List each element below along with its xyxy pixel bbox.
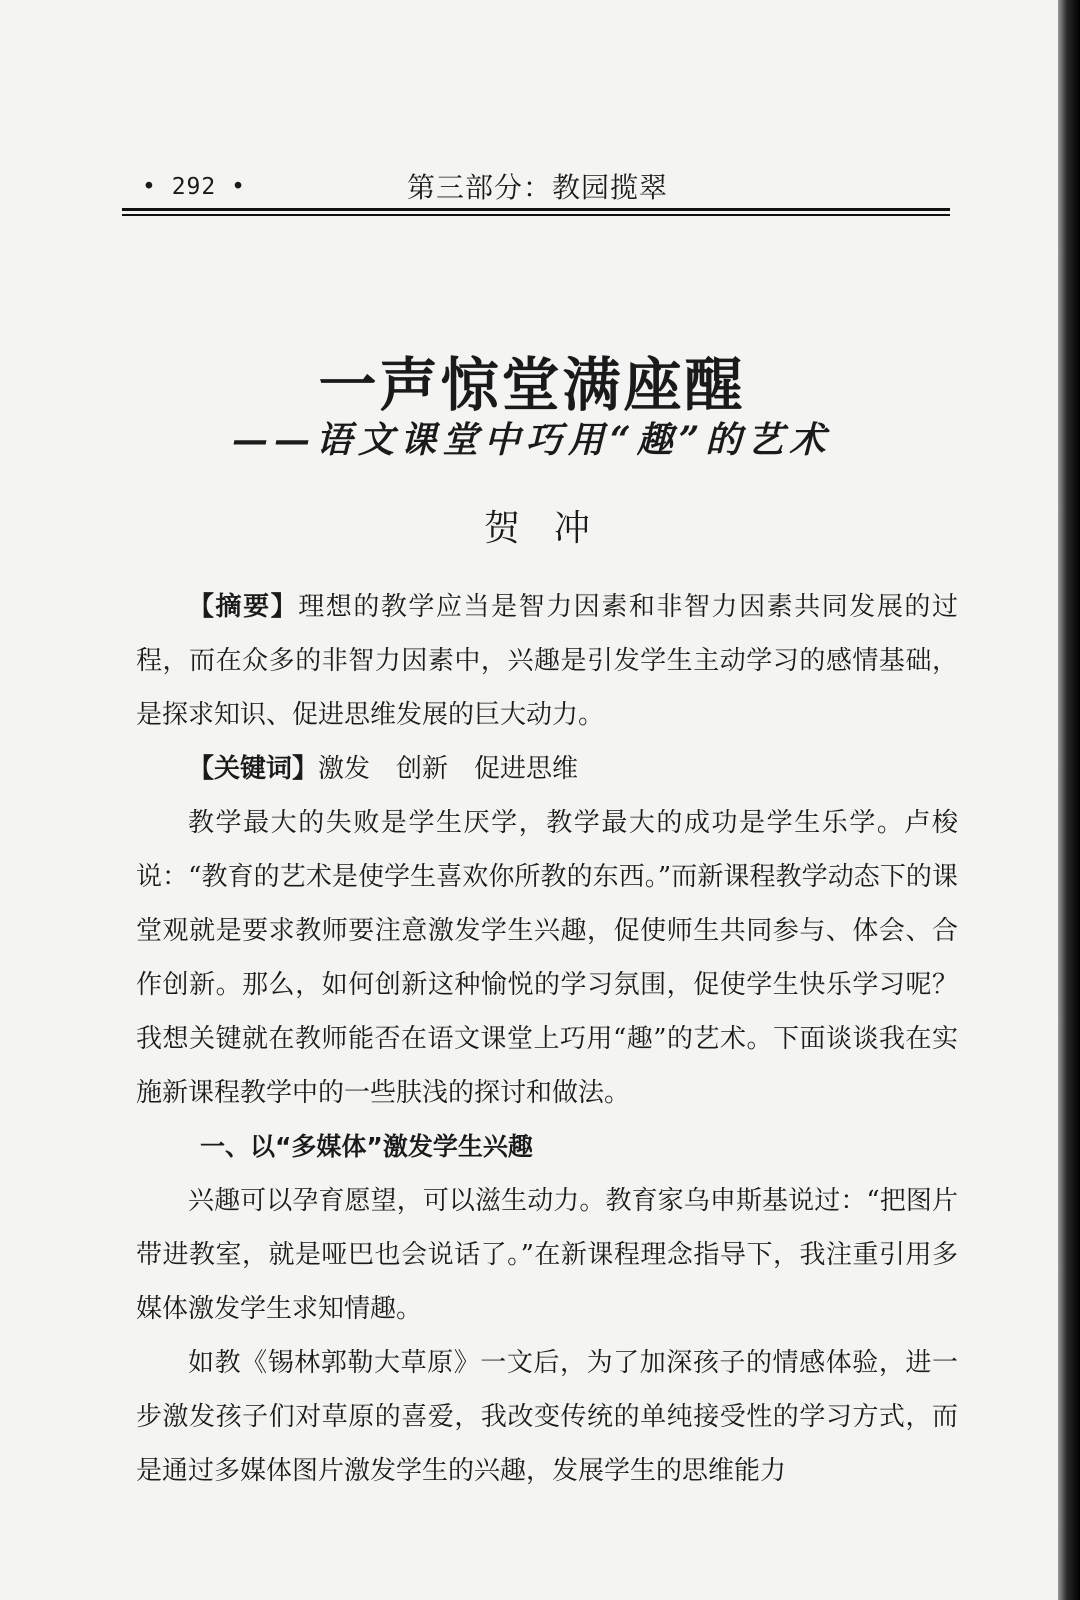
scan-edge (1058, 0, 1080, 1600)
section-paragraph: 如教《锡林郭勒大草原》一文后，为了加深孩子的情感体验，进一步激发孩子们对草原的喜爱，我改变传统的单纯接受性的学习方式，而是通过多媒体图片激发学生的兴趣，发展学生的思维能力 (136, 1348, 958, 1486)
section-heading: 一、以“多媒体”激发学生兴趣 (200, 1132, 533, 1161)
section-paragraph: 兴趣可以孕育愿望，可以滋生动力。教育家乌申斯基说过：“把图片带进教室，就是哑巴也会说话了。”在新课程理念指导下，我注重引用多媒体激发学生求知情趣。 (136, 1186, 958, 1324)
page-header (122, 162, 950, 210)
article-title: 一声惊堂满座醒 (318, 351, 746, 419)
abstract-label: 【摘要】 (188, 592, 299, 622)
keywords-label: 【关键词】 (188, 754, 319, 784)
page-number: • 292 • (142, 174, 246, 200)
header-rule-thick (122, 208, 950, 211)
article-author: 贺冲 (483, 508, 624, 549)
keyword-item: 激发 (318, 754, 371, 784)
abstract-paragraph (136, 580, 958, 742)
article-body (136, 580, 958, 1498)
header-rule-thin (122, 214, 950, 216)
article-subtitle: ——语文课堂中巧用“趣”的艺术 (232, 419, 832, 461)
abstract-text: 理想的教学应当是智力因素和非智力因素共同发展的过程，而在众多的非智力因素中，兴趣是引发学生主动学习的感情基础，是探求知识、促进思维发展的巨大动力。 (136, 592, 958, 730)
section-title: 第三部分：教园揽翠 (407, 171, 669, 204)
keyword-item: 促进思维 (474, 754, 579, 784)
keywords-paragraph (136, 742, 958, 796)
intro-paragraph: 教学最大的失败是学生厌学，教学最大的成功是学生乐学。卢梭说：“教育的艺术是使学生喜欢你所教的东西。”而新课程教学动态下的课堂观就是要求教师要注意激发学生兴趣，促使师生共同参与、体会、合作创新。那么，如何创新这种愉悦的学习氛围，促使学生快乐学习呢？我想关键就在教师能否在语文课堂上巧用“趣”的艺术。下面谈谈我在实施新课程教学中的一些肤浅的探讨和做法。 (136, 808, 958, 1108)
keyword-item: 创新 (396, 754, 449, 784)
